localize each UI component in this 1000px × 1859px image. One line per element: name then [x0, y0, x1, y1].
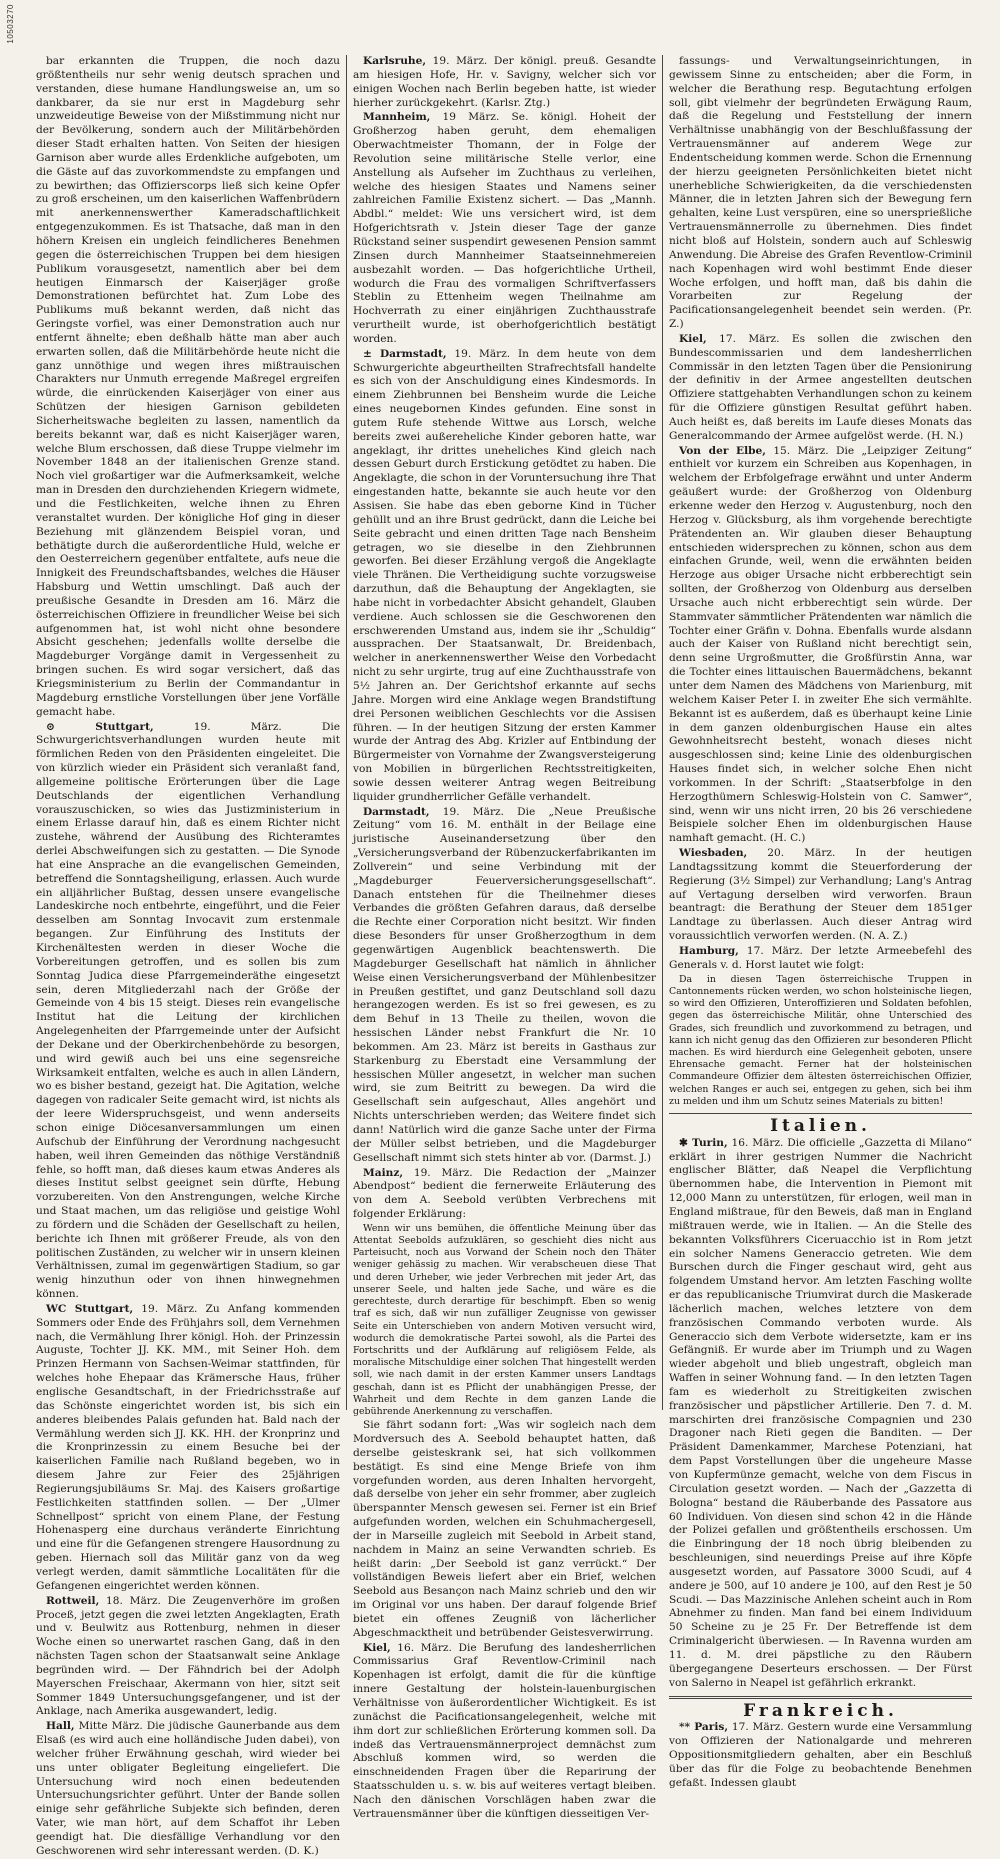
article-dateline: Mannheim, [363, 111, 431, 124]
article-text: 17. März. Es sollen die zwischen den Bundescommissarien und dem landesherrlichen Commissär in den letzten Tagen über die Pensionirung der definitiv in der Armee angestellten deutschen Offiziere stattgehabten Verhandlungen schon zu keinem für die Offiziere günstigen Resultat geführt haben. Auch heißt es, daß bereits im Laufe dieses Monats das Generalcommando der Armee aufgelöst werde. (H. N.) [669, 332, 972, 442]
article-paragraph [36, 721, 340, 1302]
article-text: 18. März. Die Zeugenverhöre im großen Proceß, jetzt gegen die zwei letzten Angeklagten, Erath und v. Beulwitz aus Rottenburg, nehmen in dieser Woche einen so unerwartet raschen Gang, daß in den nächsten Tagen schon der Staatsanwalt seine Anklage begründen wird. — Der Fähndrich bei der Adolph Mayerschen Freischaar, Akermann von hier, sitzt seit Sommer 1849 Untersuchungsgefangener, und ist der Anklage, nach Amerika ausgewandert, ledig. [36, 1594, 340, 1718]
article-text: 19. März. Zu Anfang kommenden Sommers oder Ende des Frühjahrs soll, dem Vernehmen nach, die Vermählung Ihrer königl. Hoh. der Prinzessin Auguste, Tochter JJ. KK. MM., mit Seiner Hoh. dem Prinzen Hermann von Sachsen-Weimar stattfinden, für welches hohe Ehepaar das Krämersche Haus, früher englische Gesandtschaft, in der Friedrichsstraße auf das Schönste eingerichtet worden ist, bis sich ein anderes bleibendes Palais gefunden hat. Bald nach der Vermählung werden sich JJ. KK. HH. der Kronprinz und die Kronprinzessin zu einem Besuche bei der kaiserlichen Familie nach Rußland begeben, wo in diesem Jahre zur Feier des 25jährigen Regierungsjubiläums Sr. Maj. des Kaisers großartige Festlichkeiten stattfinden sollen. — Der „Ulmer Schnellpost“ spricht von einem Plane, der Festung Hohenasperg eine durchaus veränderte Einrichtung und eine für die Gefangenen strengere Hausordnung zu geben. Hiernach soll das Militär ganz von da weg verlegt werden, damit sämmtliche Localitäten für die Gefangenen eingerichtet werden können. [36, 1302, 340, 1592]
article-text: 19 März. Se. königl. Hoheit der Großherzog haben geruht, dem ehemaligen Oberwachtmeister Thomann, der in Folge der Revolution seine militärische Stelle verlor, eine Anstellung als Aufseher im Zuchthaus zu verleihen, welche des hiesigen Staates und Namens seiner zahlreichen Familie Existenz sichert. — Das „Mannh. Abdbl.“ meldet: Wie uns versichert wird, ist dem Hofgerichtsrath v. Jstein dieser Tage der ganze Rückstand seiner suspendirt gewesenen Pension sammt Zinsen durch Mannheimer Staatseinnehmereien ausbezahlt worden. — Das hofgerichtliche Urtheil, wodurch die Frau des vormaligen Schriftverfassers Steblin zu Ettenheim wegen Theilnahme am Hochverrath zu einer einjährigen Zuchthausstrafe verurtheilt wurde, ist oberhofgerichtlich bestätigt worden. [353, 111, 656, 345]
article-dateline: Hall, [46, 1720, 75, 1733]
column-3 [662, 55, 978, 1789]
article-paragraph [353, 1642, 656, 1822]
article-text: 19. März. Die „Neue Preußische Zeitung“ vom 16. M. enthält in der Beilage eine juristische Auseinandersetzung über den „Versicherungsverband der Rübenzuckerfabrikanten im Zollverein“ und seine Verbindung mit der „Magdeburger Feuerversicherungsgesellschaft“. Danach entstehen für die Theilnehmer dieses Verbandes die größten Gefahren daraus, daß derselbe die Rechte einer Corporation nicht besitzt. Wir finden diese Besonders für unser Großherzogthum in dem gegenwärtigen Augenblick beachtenswerth. Die Magdeburger Gesellschaft hat nämlich in ähnlicher Weise einen Versicherungsverband der Mühlenbesitzer in Preußen gestiftet, und ganz Deutschland soll dazu herangezogen werden. Es ist so frei gewesen, es zu dem Behuf in 13 Theile zu theilen, wovon die hessischen Länder nebst Frankfurt die Nr. 10 bekommen. Am 23. März ist bereits in Gasthaus zur Starkenburg zu Eberstadt eine Versammlung der hessischen Müller angesetzt, in welcher man suchen wird, sie zum Beitritt zu bewegen. Da wird die Gesellschaft sein aufgeschaut, Alles angehört und Nichts unterschrieben werden; das Weitere findet sich dann! Natürlich wird die ganze Sache unter der Firma der Müller selbst betrieben, und die Magdeburger Gesellschaft nimmt sich stets hinter ab vor. (Darmst. J.) [353, 805, 656, 1164]
article-text: 17. März. Gestern wurde eine Versammlung von Offizieren der Nationalgarde und mehreren Oppositionsmitgliedern gehalten, aber ein Beschluß über das für die Folge zu beobachtende Benehmen gefaßt. Indessen glaubt [669, 1721, 972, 1789]
article-text: 16. März. Die Berufung des landesherrlichen Commissarius Graf Reventlow-Criminil nach Kopenhagen ist erfolgt, damit die für die künftige innere Gestaltung der holstein-lauenburgischen Verhältnisse von äußerordentlicher Wichtigkeit. Es ist zunächst die Pacificationsangelegenheit, welche mit ihm dort zur schließlichen Erörterung kommen soll. Da indeß das Vertrauensmännerproject demnächst zum Abschluß kommen wird, so werden die einschneidenden Fragen über die Reparirung der Staatsschulden u. s. w. bis auf weiteres vertagt bleiben. Nach den dänischen Vorschlägen haben zwar die Vertrauensmänner über die künftigen diesseitigen Ver- [353, 1641, 656, 1820]
article-text: 16. März. Die officielle „Gazzetta di Milano“ erklärt in ihrer gestrigen Nummer die Nachricht englischer Blätter, daß Neapel die Verpflichtung übernommen habe, die Intervention in Piemont mit 12,000 Mann zu unterstützen, für erlogen, weil man in England mißtraue, für den Beweis, daß man in England mißtrauen werde, wie in Italien. — An die Stelle des bekannten Volksführers Ciceruacchio ist in Rom jetzt ein solcher Namens Generaccio getreten. Wie dem Burschen durch die Finger geschaut wird, geht aus folgendem Umstand hervor. Am letzten Fasching wollte er das republicanische Triumvirat durch die Maskerade lächerlich machen, welches letztere von dem französischen Commando verboten wurde. Als Generaccio sich dem Verbote widersetzte, kam er ins Gefängniß. Er wurde aber im Triumph und zu Wagen wieder abgeholt und blieb ungestraft, obgleich man Waffen in seiner Wohnung fand. — In den letzten Tagen fam es wiederholt zu Streitigkeiten zwischen französischer und päpstlicher Artillerie. Den 7. d. M. marschirten drei französische Compagnien und 230 Dragoner nach Rieti gegen die Banditen. — Der Präsident Damenkammer, Marchese Potenziani, hat dem Papst Vorstellungen über die ungeheure Masse von Kupfermünze gemacht, welche von dem Fiscus in Circulation gesetzt worden. — Nach der „Gazzetta di Bologna“ bestand die Räuberbande des Passatore aus 60 Individuen. Von diesen sind schon 42 in die Hände der Polizei gefallen und größtentheils erschossen. Um die Einbringung der 18 noch übrig bleibenden zu beschleunigen, sind neuerdings Preise auf ihre Köpfe ausgesetzt worden, auf Passatore 3000 Scudi, auf 4 andere je 500, auf 10 andere je 100, auf den Rest je 50 Scudi. — Das Mazzinische Anlehen scheint auch in Rom Abnehmer zu finden. Man fand bei einem Individuum 50 Scheine zu je 25 Fr. Der Betreffende ist dem Criminalgericht überwiesen. — In Ravenna wurden am 11. d. M. drei päpstliche zu den Räubern übergegangene Deserteurs erschossen. — Der Fürst von Salerno in Neapel ist gefährlich erkrankt. [669, 1136, 972, 1689]
page-id: 10503270 [6, 4, 15, 44]
article-paragraph [353, 348, 656, 805]
article-text: Mitte März. Die jüdische Gaunerbande aus dem Elsaß (es wird auch eine holländische Juden dabei), von welcher früher Erwähnung geschah, wird wieder bei uns unter obligater Begleitung eingeliefert. Die Untersuchung wird noch einen bedeutenden Untersuchungsrichter geführt. Unter der Bande sollen einige sehr gefährliche Subjekte sich befinden, deren Vater, wie man hört, auf dem Schaffot ihr Leben geendigt hat. Die diesfällige Verhandlung vor den Geschworenen wird sehr interessant werden. (D. K.) [36, 1720, 340, 1857]
article-text: 19. März. Die Schwurgerichtsverhandlungen wurden heute mit förmlichen Reden von den Präsidenten eingeleitet. Die von kürzlich wieder ein Präsident sich veranlaßt fand, allgemeine politische Erörterungen über die Lage Deutschlands der eigentlichen Verhandlung vorauszuschicken, so wies das Justizministerium in einem Erlasse darauf hin, daß es einem Richter nicht zustehe, während der Ausübung des Richteramtes derlei Abschweifungen sich zu gestatten. — Die Synode hat eine Ansprache an die evangelischen Gemeinden, betreffend die Sonntagsheiligung, erlassen. Auch wurde ein alljährlicher Bußtag, dessen unsere evangelische Landeskirche noch entbehrte, eingeführt, und die Feier desselben am Sonntag Invocavit zum erstenmale begangen. Zur Einführung des Instituts der Kirchenältesten werden in dieser Woche die Vorbereitungen getroffen, und es sollen bis zum Sonntag Judica diese Pfarrgemeinderäthe eingesetzt sein, deren Mitgliederzahl nach der Größe der Gemeinde von 4 bis 15 steigt. Dieses rein evangelische Institut hat die Leitung der kirchlichen Angelegenheiten der Pfarrgemeinde unter der Aufsicht der Dekane und der Oberkirchenbehörde zu besorgen, und wird gewiß auch bei uns eine segensreiche Wirksamkeit entfalten, welche es auch in allen Ländern, wo es bisher bestand, gezeigt hat. Die Agitation, welche dagegen von radicaler Seite gemacht wird, ist nichts als der leere Widerspruchsgeist, und wenn anderseits schon einige Diöcesanversammlungen um einen Aufschub der Einführung der Verordnung nachgesucht haben, weil ihren Gemeinden das nöthige Verständniß fehle, so hofft man, daß dieses kaum etwas Anderes als dieses Institut selbst geeignet sein dürfte, Hebung vorzubereiten. Von den Anstrengungen, welche Kirche und Staat machen, um das religiöse und geistige Wohl zu fördern und die Schäden der Gesellschaft zu heilen, berichte ich Ihnen mit größerer Freude, als von den politischen Zuständen, zu welcher wir in unsern kleinen Verhältnissen, zumal im gegenwärtigen Stadium, so gar wenig hinzuthun oder von ihnen hinwegnehmen können. [36, 720, 340, 1301]
article-paragraph [669, 945, 972, 973]
article-text: 19. März. In dem heute von dem Schwurgerichte abgeurtheilten Strafrechtsfall handelte es sich von der Anschuldigung eines Kindesmords. In einem Ziehbrunnen bei Bensheim wurde die Leiche eines neugebornen Kindes gefunden. Eine sonst in gutem Rufe stehende Wittwe aus Lorsch, welche bereits zwei außereheliche Kinder geboren hatte, war angeklagt, ihr drittes uneheliches Kind gleich nach dessen Geburt durch Erstickung getödtet zu haben. Die Angeklagte, die schon in der Voruntersuchung ihre That eingestanden hatte, bekannte sie auch heute vor den Assisen. Sie habe das eben geborne Kind in Tücher gehüllt und an ihre Brust gedrückt, dann die Leiche bei Seite gebracht und einen dritten Tage nach Bensheim getragen, wo sie dieselbe in den Ziehbrunnen geworfen. Bei dieser Erzählung vergoß die Angeklagte viele Thränen. Die Vertheidigung suchte vorzugsweise darzuthun, daß die Behauptung der Angeklagten, sie habe nicht in vorbedachter Absicht gehandelt, Glauben verdiene. Auch schlossen sie die Geschworenen den erschwerenden Umstand aus, indem sie ihr „Schuldig“ aussprachen. Der Staatsanwalt, Dr. Breidenbach, welcher in anerkennenswerther Weise den Vorbedacht nicht zu sehr urgirte, trug auf eine Zuchthausstrafe von 5½ Jahren an. Der Gerichtshof erkannte auf sechs Jahre. Morgen wird eine Anklage wegen Brandstiftung drei Personen weiblichen Geschlechts vor die Assisen führen. — In der heutigen Sitzung der ersten Kammer wurde der Antrag des Abg. Krizler auf Entbindung der Bürgermeister von Vornahme der Zwangsversteigerung von Mobilien in bürgerlichen Rechtsstreitigkeiten, sowie dessen weiterer Antrag wegen Beitreibung liquider grundherrlicher Gefälle verhandelt. [353, 347, 656, 803]
article-dateline: Kiel, [679, 332, 707, 345]
article-dateline: Wiesbaden, [679, 847, 748, 860]
section-divider [669, 1113, 972, 1114]
article-dateline: WC Stuttgart, [46, 1302, 134, 1315]
article-dateline: ✱ Turin, [679, 1136, 728, 1149]
article-text: Wenn wir uns bemühen, die öffentliche Meinung über das Attentat Seebolds aufzuklären, so geschieht dies nicht aus Parteisucht, noch aus Vorwand der Schein noch den Thäter weniger gehässig zu machen. Wir verabscheuen diese That und deren Urheber, wie jeder Verbrechen mit jeder Art, das unserer Seele, und halten jede Sache, und wäre es die gerechteste, durch derartige für beschimpft. Eben so wenig traf es sich, daß wir nun zufälliger Zeugnisse von gewisser Seite ein Unterschieben von andern Motiven versucht wird, wodurch die demokratische Partei sowohl, als die Partei des Fortschritts und der Aufklärung auf religiösem Felde, als moralische Mitschuldige einer solchen That hingestellt werden soll, wie nach damit in der ersten Kammer unsers Landtags geschah, dann ist es Pflicht der unabhängigen Presse, der Wahrheit und dem Rechte in dem ganzen Lande die gebührende Anerkennung zu verschaffen. [353, 1222, 656, 1417]
article-paragraph [669, 1721, 972, 1790]
article-paragraph [669, 445, 972, 846]
article-paragraph [353, 55, 656, 110]
column-1 [30, 55, 346, 1857]
article-dateline: Darmstadt, [363, 805, 430, 818]
article-paragraph [353, 111, 656, 346]
article-paragraph [36, 1303, 340, 1594]
quoted-text [353, 1223, 656, 1418]
article-paragraph [669, 847, 972, 944]
article-text: 19. März. Der königl. preuß. Gesandte am hiesigen Hofe, Hr. v. Savigny, welcher sich vor einigen Wochen nach Berlin begeben hatte, ist wieder hierher zurückgekehrt. (Karlsr. Ztg.) [353, 55, 656, 109]
article-dateline: ± Darmstadt, [363, 347, 447, 360]
article-text: Sie fährt sodann fort: „Was wir sogleich nach dem Mordversuch des A. Seebold behauptet hatten, daß derselbe geisteskrank sei, hat sich vollkommen bestätigt. Es sind eine Menge Briefe von ihm vorgefunden worden, aus deren Inhalten hervorgeht, daß derselbe von jeher ein sehr frommer, aber zugleich überspannter Mensch gewesen sei. Ferner ist ein Brief aufgefunden worden, welchen ein Schuhmachergesell, der in Marseille zugleich mit Seebold in Arbeit stand, nachdem in Mainz an seine Verwandten schrieb. Es heißt darin: „Der Seebold ist ganz verrückt.“ Der vollständigen Beweis liefert aber ein Brief, welchen Seebold aus Besançon nach Mainz schrieb und den wir im Original vor uns haben. Der darauf folgende Brief bietet ein offenes Zeugniß von lächerlicher Abgeschmacktheit und betrübender Geistesverwirrung. [353, 1419, 656, 1639]
quoted-text [669, 974, 972, 1108]
article-paragraph [36, 1720, 340, 1858]
column-2 [346, 55, 662, 1820]
article-text: 19. März. Die Redaction der „Mainzer Abendpost“ bedient die fernerweite Erläuterung des von dem A. Seebold verübten Verbrechens mit folgender Erklärung: [353, 1166, 656, 1221]
article-paragraph [353, 1167, 656, 1222]
article-text: 17. März. Der letzte Armeebefehl des Generals v. d. Horst lautet wie folgt: [669, 945, 972, 971]
article-paragraph [669, 1137, 972, 1691]
article-dateline: ** Paris, [679, 1721, 729, 1734]
article-paragraph [669, 333, 972, 444]
article-dateline: Karlsruhe, [363, 55, 427, 67]
article-text: 20. März. In der heutigen Landtagssitzung kommt die Steuerforderung der Regierung (3½ Simpel) zur Verhandlung; Lang's Antrag auf Vertagung derselben wird verworfen. Braun beantragt: die Berathung der Steuer dem 1851ger Landtage zu überlassen. Auch dieser Antrag wird voraussichtlich verworfen werden. (N. A. Z.) [669, 847, 972, 943]
newspaper-page [30, 55, 980, 1857]
article-dateline: ⊙ Stuttgart, [46, 720, 154, 733]
section-heading: Frankreich. [743, 1700, 898, 1721]
article-paragraph [36, 1595, 340, 1720]
article-dateline: Mainz, [363, 1166, 404, 1179]
article-text: fassungs- und Verwaltungseinrichtungen, in gewissem Sinne zu entscheiden; aber die Form, in welcher die Berathung resp. Begutachtung erfolgen soll, gibt vielmehr der begründeten Erwägung Raum, daß die Regelung und Feststellung der innern Verhältnisse unabhängig von der Beschlußfassung der Vertrauensmänner auf anderem Wege zur Endentscheidung kommen werde. Schon die Ernennung der hierzu geeigneten Persönlichkeiten bietet nicht unerhebliche Schwierigkeiten, da die verschiedensten Männer, die in letzten Jahren sich der Bewegung fern gehalten, keine Lust verspüren, eine so unersprießliche Vertrauensmännerrolle zu übernehmen. Dies findet nicht bloß auf Holstein, sondern auch auf Schleswig Anwendung. Die Abreise des Grafen Reventlow-Criminil nach Kopenhagen wird wohl bestimmt Ende dieser Woche erfolgen, und hofft man, daß bis dahin die Vorarbeiten zur Regelung der Pacificationsangelegenheit beendet sein werden. (Pr. Z.) [669, 55, 972, 331]
article-paragraph [669, 55, 972, 332]
section-heading: Italien. [770, 1115, 871, 1136]
article-text: Da in diesen Tagen österreichische Truppen in Cantonnements rücken werden, wo schon holsteinische liegen, so wird den Offizieren, Unteroffizieren und Soldaten befohlen, gegen das österreichische Militär, ohne Unterschied des Grades, sich freundlich und zuvorkommend zu betragen, und kann ich nicht genug das den Offizieren zur besonderen Pflicht machen. Es wird hierdurch eine Gelegenheit geboten, unsere Ehrensache gemacht. Ferner hat der holsteinischen Commandeure Offizier dem ältesten österreichischen Offizier, welchen Ranges er auch sei, entgegen zu gehen, sich bei ihm zu melden und ihm um Schutz seines Materials zu bitten! [669, 973, 972, 1107]
article-dateline: Rottweil, [46, 1594, 100, 1607]
article-text: 15. März. Die „Leipziger Zeitung“ enthielt vor kurzem ein Schreiben aus Kopenhagen, in welchem der Erbfolgefrage erwähnt und unter Anderm geäußert wurde: der Großherzog von Oldenburg erkenne weder den Herzog v. Augustenburg, noch den Herzog v. Glücksburg, als ihm vorgehende berechtigte Prätendenten an. Wir glauben dieser Behauptung entschieden widersprechen zu können, schon aus dem einfachen Grunde, weil, wenn die erwähnten beiden Herzoge aus obiger Ursache nicht erbberechtigt sein sollten, der Großherzog von Oldenburg aus derselben Ursache auch nicht erbberechtigt sein würde. Der Stammvater sämmtlicher Prätendenten war nämlich die Tochter einer Gräfin v. Dohna. Ebenfalls wurde alsdann auch der Kaiser von Rußland nicht berechtigt sein, denn seine Urgroßmutter, die Großfürstin Anna, war die Tochter eines littauischen Bauermädchens, bekannt unter dem Namen des Mädchens von Marienburg, mit welchem Kaiser Peter I. in zweiter Ehe sich vermählte. Bekannt ist es außerdem, daß es überhaupt keine Linie in dem ganzen oldenburgischen Hause ein altes Gewohnheitsrecht besteht, wonach dieses nicht ausgeschlossen sind; keine Linie des oldenburgischen Hauses findet sich, in welcher solche Ehen nicht vorkommen. In der Schrift: „Staatserbfolge in den Herzogthümern Schleswig-Holstein von C. Samwer“, sind, wenn wir uns nicht irren, 20 bis 26 verschiedene Beispiele solcher Ehen im oldenburgischen Hause namhaft gemacht. (H. C.) [669, 444, 972, 845]
section-divider [669, 1696, 972, 1699]
article-paragraph [36, 55, 340, 720]
article-paragraph [353, 806, 656, 1166]
article-text: bar erkannten die Truppen, die noch dazu größtentheils nur sehr wenig deutsch sprachen und verstanden, diese humane Handlungsweise an, um so dankbarer, da sie nur erst in Magdeburg sehr unzweideutige Beweise von der Mißstimmung nicht nur der Bevölkerung, sondern auch der Militärbehörden dieser Stadt erhalten hatten. Von Seiten der hiesigen Garnison aber wurde alles Erdenkliche aufgeboten, um die Gäste auf das zuvorkommendste zu empfangen und zu bewirthen; das Offizierscorps ließ sich keine Opfer zu groß erscheinen, um den kaiserlichen Waffenbrüdern mit anerkennenswerther Kameradschaftlichkeit entgegenzukommen. Es ist Thatsache, daß man in den höhern Kreisen ein ungleich feindlicheres Benehmen gegen die österreichischen Truppen bei dem hiesigen Publikum vorausgesetzt, namentlich aber bei dem heutigen Einmarsch der Kaiserjäger große Demonstrationen befürchtet hat. Zum Lobe des Publikums muß bekannt werden, daß nicht das Geringste vorfiel, was einer Demonstration auch nur entfernt ähnelte; eben deßhalb hätte man aber auch erwarten sollen, daß die Militärbehörde heute nicht die ganz unnöthige und wegen ihres mißtrauischen Charakters nur Unmuth erregende Maßregel ergreifen würde, die einrückenden Kaiserjäger von einer aus Schützen der hiesigen Garnison gebildeten Sicherheitswache begleiten zu lassen, namentlich da bereits bekannt war, daß es nicht Kaiserjäger waren, welche Blum erschossen, daß diese Truppe vielmehr im November 1848 an der italienischen Grenze stand. Noch viel großartiger war die Aufmerksamkeit, welche man in Dresden den durchziehenden Kriegern widmete, und die Festlichkeiten, welche ihnen zu Ehren veranstaltet wurden. Der königliche Hof ging in dieser Beziehung mit glänzendem Beispiel voran, und bethätigte durch die außerordentliche Huld, welche er den Oesterreichern gegenüber entfaltete, aufs neue die Innigkeit des Freundschaftsbandes, welches die Häuser Habsburg und Wettin umschlingt. Daß auch der preußische Gesandte in Dresden am 16. März die österreichischen Offiziere in freundlicher Weise bei sich aufgenommen hat, ist wohl nicht ohne besondere Absicht geschehen; jedenfalls wollte derselbe die Magdeburger Vorgänge damit in Vergessenheit zu bringen suchen. Es wird sogar versichert, daß das Kriegsministerium zu Berlin der Commandantur in Magdeburg ernstliche Vorstellungen über jene Vorfälle gemacht habe. [36, 55, 340, 718]
article-dateline: Hamburg, [679, 945, 739, 957]
article-dateline: Kiel, [363, 1641, 391, 1654]
article-paragraph [353, 1419, 656, 1641]
article-dateline: Von der Elbe, [679, 444, 766, 457]
